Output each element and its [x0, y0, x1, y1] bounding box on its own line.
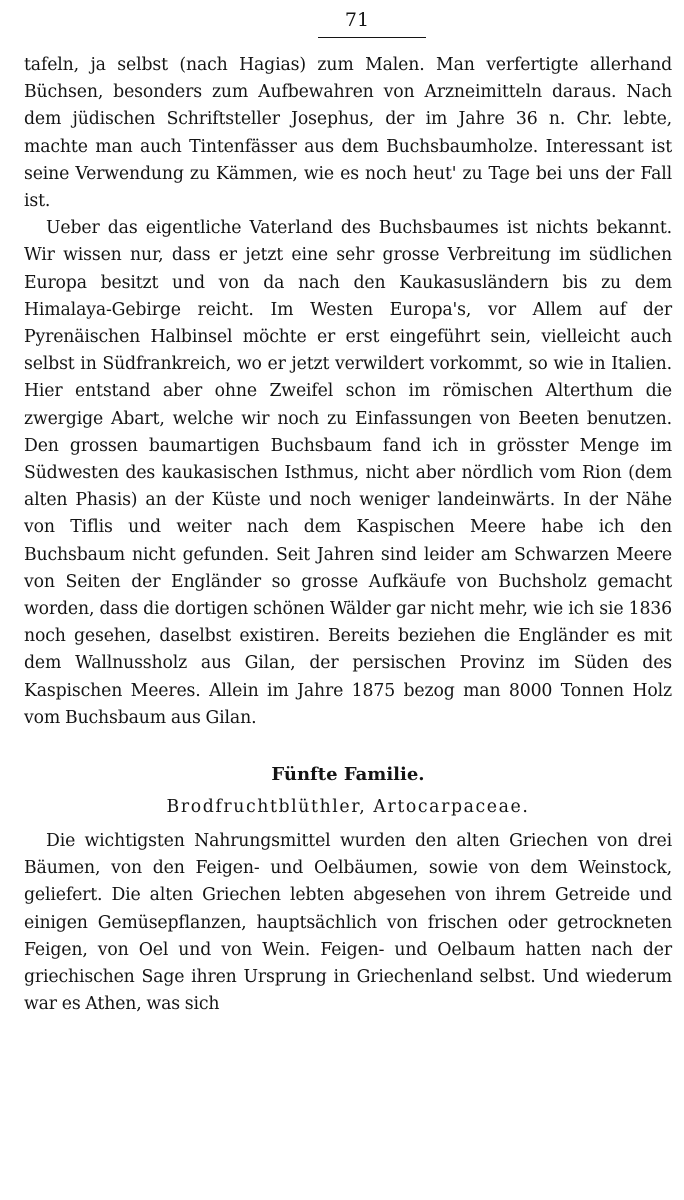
section-subheading: Brodfruchtblüthler, Artocarpaceae. — [166, 797, 530, 818]
page-number: 71 — [344, 9, 370, 31]
section-heading: Fünfte Familie. — [271, 764, 425, 786]
continued-paragraph: tafeln, ja selbst (nach Hagias) zum Malen. Man verfertigte allerhand Büchsen, besonders zum Aufbewahren von Arzneimitteln daraus. Nach dem jüdischen Schriftsteller Josephus, der im Jahre 36 n. Chr. lebte, machte man auch Tintenfässer aus dem Buchsbaumholze. Interessant ist seine Verwendung zu Kämmen, wie es noch heut' zu Tage bei uns der Fall ist. — [24, 55, 672, 212]
section-paragraph: Die wichtigsten Nahrungsmittel wurden den alten Griechen von drei Bäumen, von den Feigen- und Oelbäumen, sowie von dem Weinstock, geliefert. Die alten Griechen lebten abgesehen von ihrem Getreide und einigen Gemüsepflanzen, hauptsächlich von frischen oder getrockneten Feigen, von Oel und von Wein. Feigen- und Oelbaum hatten nach der griechischen Sage ihren Ursprung in Griechenland selbst. Und wiederum war es Athen, was sich — [24, 831, 672, 1015]
page-number-rule — [318, 37, 426, 38]
boxwood-origin-paragraph: Ueber das eigentliche Vaterland des Buchsbaumes ist nichts bekannt. Wir wissen nur, dass er jetzt eine sehr grosse Verbreitung im südlichen Europa besitzt und von da nach den Kaukasusländern bis zu dem Himalaya-Gebirge reicht. Im Westen Europa's, vor Allem auf der Pyrenäischen Halbinsel möchte er erst eingeführt sein, vielleicht auch selbst in Südfrankreich, wo er jetzt verwildert vorkommt, so wie in Italien. Hier entstand aber ohne Zweifel schon im römischen Alterthum die zwergige Abart, welche wir noch zu Einfassungen von Beeten benutzen. Den grossen baumartigen Buchsbaum fand ich in grösster Menge im Südwesten des kaukasischen Isthmus, nicht aber nördlich vom Rion (dem alten Phasis) an der Küste und noch weniger landeinwärts. In der Nähe von Tiflis und weiter nach dem Kaspischen Meere habe ich den Buchsbaum nicht gefunden. Seit Jahren sind leider am Schwarzen Meere von Seiten der Engländer so grosse Aufkäufe von Buchsholz gemacht worden, dass die dortigen schönen Wälder gar nicht mehr, wie ich sie 1836 noch gesehen, daselbst existiren. Bereits beziehen die Engländer es mit dem Wallnussholz aus Gilan, der persischen Provinz im Süden des Kaspischen Meeres. Allein im Jahre 1875 bezog man 8000 Tonnen Holz vom Buchsbaum aus Gilan. — [24, 218, 672, 728]
